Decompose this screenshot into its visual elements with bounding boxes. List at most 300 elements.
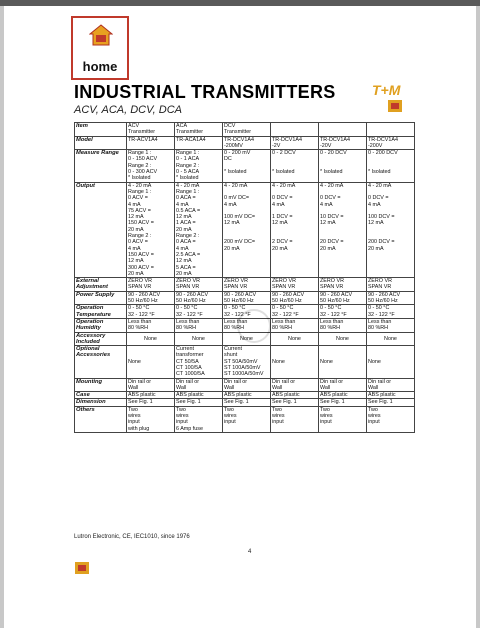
cell-line: SPAN VR [272, 284, 296, 291]
cell-line: 20 mA [128, 226, 144, 233]
cell-line: 150 ACV = [128, 251, 154, 258]
cell-line: 0 - 50 °C [272, 305, 294, 312]
cell-line: 0 - 5 ACA [176, 169, 200, 176]
cell-line: Range 1 : [128, 150, 152, 157]
cell-line: input [320, 419, 332, 426]
cell-line: wires [272, 413, 285, 420]
table-cell [271, 392, 319, 399]
cell-line: Less than [368, 318, 392, 325]
cell-line: ACA [176, 123, 188, 129]
cell-line: Range 1 : [176, 188, 200, 195]
cell-line: See Fig. 1 [272, 399, 297, 406]
row-label: Accessory Included [75, 332, 127, 346]
cell-line: 12 mA [224, 220, 240, 227]
cell-line: None [320, 358, 333, 365]
cell-line: 50 Hz/60 Hz [224, 298, 254, 305]
cell-line: Two [320, 406, 330, 413]
table-row [75, 346, 415, 378]
cell-line: 4 mA [368, 201, 381, 208]
footer-logo-icon [75, 562, 89, 574]
cell-line: ZERO VR [176, 278, 200, 285]
table-cell [223, 123, 271, 137]
cell-line: ST 50A/50mV [224, 358, 258, 365]
cell-line: ABS plastic [320, 392, 348, 399]
cell-line: See Fig. 1 [368, 399, 393, 406]
cell-line: ABS plastic [176, 392, 204, 399]
table-cell [319, 378, 367, 392]
cell-line: 90 - 260 ACV [176, 291, 209, 298]
table-cell [223, 278, 271, 292]
cell-line: 80 %RH [320, 325, 341, 332]
cell-line: 2 DCV = [272, 239, 293, 246]
cell-line: 32 - 122 °F [128, 311, 155, 318]
cell-line: 12 mA [320, 220, 336, 227]
cell-line: 4 mA [320, 201, 333, 208]
cell-line: 0 ACA = [176, 239, 196, 246]
document-page [4, 6, 476, 628]
cell-line: 4 - 20 mA [320, 182, 344, 189]
cell-line: CT 1000/5A [176, 371, 205, 378]
spec-table [74, 122, 415, 433]
cell-line: Din rail or [272, 378, 296, 385]
cell-line: * Isolated [368, 169, 391, 176]
cell-line: None [272, 358, 285, 365]
table-cell [127, 150, 175, 182]
cell-line: Range 2 : [128, 233, 152, 240]
brand-badge-icon [388, 100, 402, 112]
table-row [75, 150, 415, 182]
cell-line: 20 mA [224, 245, 240, 252]
table-cell [223, 150, 271, 182]
cell-line: Wall [272, 384, 283, 391]
cell-line: ZERO VR [224, 278, 248, 285]
cell-line: input [128, 419, 140, 426]
cell-line: Range 2 : [128, 162, 152, 169]
table-cell [175, 318, 223, 332]
cell-line: 20 mA [272, 245, 288, 252]
table-cell [127, 182, 175, 277]
cell-line: See Fig. 1 [176, 399, 201, 406]
cell-line: 100 DCV = [368, 214, 395, 221]
cell-line: Current [224, 346, 242, 353]
cell-line: 0 ACV = [128, 195, 148, 202]
cell-line: 0 DCV = [272, 195, 293, 202]
cell-line: 80 %RH [176, 325, 197, 332]
cell-line: 200 DCV = [368, 239, 395, 246]
table-cell [319, 318, 367, 332]
cell-line: Less than [272, 318, 296, 325]
cell-line: wires [368, 413, 381, 420]
cell-line: 0 ACV = [128, 239, 148, 246]
cell-line: 50 Hz/60 Hz [320, 298, 350, 305]
page-title: INDUSTRIAL TRANSMITTERS [74, 82, 336, 102]
cell-line: 90 - 260 ACV [128, 291, 161, 298]
cell-line: 20 mA [320, 245, 336, 252]
cell-line: Range 2 : [176, 162, 200, 169]
table-cell [223, 346, 271, 378]
table-cell [271, 291, 319, 305]
cell-line: 20 mA [128, 270, 144, 277]
cell-line: 80 %RH [272, 325, 293, 332]
cell-line: Transmitter [224, 129, 252, 136]
cell-line: 0 - 50 °C [320, 305, 342, 312]
cell-line: 0 - 1 ACA [176, 156, 200, 163]
cell-line: 80 %RH [368, 325, 389, 332]
table-row [75, 378, 415, 392]
cell-line: 0 DCV = [368, 195, 389, 202]
cell-line: 12 mA [128, 258, 144, 265]
cell-line: 12 mA [128, 214, 144, 221]
cell-line: input [272, 419, 284, 426]
cell-line: 20 mA [176, 226, 192, 233]
cell-line: 300 ACV = [128, 264, 154, 271]
cell-line: 20 mA [368, 245, 384, 252]
cell-line: 0 - 50 °C [128, 305, 150, 312]
table-cell [271, 182, 319, 277]
table-cell [367, 392, 415, 399]
cell-line: ABS plastic [224, 392, 252, 399]
table-cell [367, 136, 415, 150]
cell-line: Wall [128, 384, 139, 391]
cell-line: None [368, 358, 381, 365]
cell-line: 12 mA [272, 220, 288, 227]
table-cell [271, 346, 319, 378]
table-cell [223, 392, 271, 399]
table-cell [367, 332, 415, 346]
cell-line: Din rail or [176, 378, 200, 385]
table-cell [319, 123, 367, 137]
cell-line: Two [368, 406, 378, 413]
cell-line: 12 mA [368, 220, 384, 227]
table-cell [175, 332, 223, 346]
cell-line: Range 1 : [128, 188, 152, 195]
cell-line: 90 - 260 ACV [272, 291, 305, 298]
cell-line: 90 - 260 ACV [368, 291, 401, 298]
cell-line: 32 - 122 °F [368, 311, 395, 318]
table-cell [367, 318, 415, 332]
table-row [75, 406, 415, 432]
table-cell [223, 291, 271, 305]
cell-line: None [240, 335, 253, 342]
cell-line: 32 - 122 °F [176, 311, 203, 318]
cell-line: 80 %RH [128, 325, 149, 332]
table-cell [175, 378, 223, 392]
table-row [75, 123, 415, 137]
table-cell [127, 399, 175, 406]
cell-line: ZERO VR [320, 278, 344, 285]
cell-line: Range 2 : [176, 233, 200, 240]
cell-line: 80 %RH [224, 325, 245, 332]
cell-line: 4 - 20 mA [272, 182, 296, 189]
table-cell [367, 291, 415, 305]
cell-line: See Fig. 1 [128, 399, 153, 406]
cell-line: SPAN VR [368, 284, 392, 291]
cell-line: -2V [272, 142, 281, 149]
cell-line: Less than [320, 318, 344, 325]
table-cell [367, 399, 415, 406]
cell-line: 200 mV DC= [224, 239, 256, 246]
table-cell [271, 123, 319, 137]
cell-line: TR-ACV1A4 [128, 136, 158, 143]
cell-line: 90 - 260 ACV [224, 291, 257, 298]
cell-line: -200V [368, 142, 383, 149]
cell-line: None [384, 335, 397, 342]
table-cell [127, 392, 175, 399]
cell-line: Less than [128, 318, 152, 325]
table-cell [367, 123, 415, 137]
table-cell [271, 399, 319, 406]
cell-line: Two [272, 406, 282, 413]
cell-line: 32 - 122 °F [224, 311, 251, 318]
cell-line: 32 - 122 °F [320, 311, 347, 318]
table-cell [319, 291, 367, 305]
table-cell [367, 346, 415, 378]
table-cell [175, 305, 223, 319]
cell-line: input [368, 419, 380, 426]
cell-line: TR-DCV1A4 [320, 136, 350, 143]
cell-line: Transmitter [128, 129, 156, 136]
cell-line: 150 ACV = [128, 220, 154, 227]
table-cell [319, 332, 367, 346]
cell-line: ABS plastic [272, 392, 300, 399]
table-cell [271, 136, 319, 150]
row-label: Power Supply [75, 291, 127, 305]
cell-line: * Isolated [128, 175, 151, 182]
cell-line: 0 - 200 mV [224, 150, 251, 157]
cell-line: 0 - 300 ACV [128, 169, 158, 176]
table-cell [127, 332, 175, 346]
table-row [75, 278, 415, 292]
cell-line: wires [128, 413, 141, 420]
cell-line: SPAN VR [176, 284, 200, 291]
cell-line: Range 1 : [176, 150, 200, 157]
table-cell [175, 406, 223, 432]
cell-line: 2.5 ACA = [176, 251, 201, 258]
cell-line: TR-DCV1A4 [224, 136, 254, 143]
cell-line: SPAN VR [320, 284, 344, 291]
row-label: Case [75, 392, 127, 399]
table-row [75, 392, 415, 399]
cell-line: wires [224, 413, 237, 420]
row-label: Others [75, 406, 127, 432]
cell-line: 0 - 200 DCV [368, 150, 398, 157]
table-cell [271, 406, 319, 432]
table-cell [127, 136, 175, 150]
page-subtitle: ACV, ACA, DCV, DCA [74, 104, 182, 116]
home-label: home [82, 59, 118, 74]
table-cell [367, 305, 415, 319]
cell-line: CT 50/5A [176, 358, 199, 365]
table-cell [127, 346, 175, 378]
table-cell [127, 123, 175, 137]
cell-line: 75 ACV = [128, 207, 151, 214]
cell-line: Two [176, 406, 186, 413]
row-label: Operation Humidity [75, 318, 127, 332]
cell-line: input [176, 419, 188, 426]
cell-line: Wall [224, 384, 235, 391]
table-cell [175, 392, 223, 399]
cell-line: input [224, 419, 236, 426]
cell-line: See Fig. 1 [224, 399, 249, 406]
cell-line: 50 Hz/60 Hz [368, 298, 398, 305]
cell-line: ABS plastic [368, 392, 396, 399]
cell-line: ST 100A/50mV [224, 364, 261, 371]
table-cell [175, 399, 223, 406]
cell-line: Din rail or [224, 378, 248, 385]
cell-line: Wall [176, 384, 187, 391]
cell-line: Less than [176, 318, 200, 325]
cell-line: 0 - 20 DCV [320, 150, 347, 157]
table-cell [319, 136, 367, 150]
table-row [75, 291, 415, 305]
cell-line: 4 - 20 mA [224, 182, 248, 189]
table-cell [319, 406, 367, 432]
brand-logo: T+M [372, 82, 401, 98]
cell-line: 1 ACA = [176, 220, 196, 227]
cell-line: 6 Amp fuse [176, 425, 203, 432]
cell-line: ABS plastic [128, 392, 156, 399]
cell-line: Wall [320, 384, 331, 391]
cell-line: 4 mA [128, 245, 141, 252]
cell-line: * Isolated [176, 175, 199, 182]
cell-line: Din rail or [320, 378, 344, 385]
cell-line: TR-DCV1A4 [272, 136, 302, 143]
cell-line: 12 mA [176, 258, 192, 265]
cell-line: 100 mV DC= [224, 214, 256, 221]
table-cell [271, 150, 319, 182]
row-label: Output [75, 182, 127, 277]
table-cell [319, 150, 367, 182]
cell-line: 0 - 50 °C [176, 305, 198, 312]
row-label: Mounting [75, 378, 127, 392]
table-cell [223, 182, 271, 277]
row-label: Model [75, 136, 127, 150]
table-cell [271, 278, 319, 292]
cell-line: -200MV [224, 142, 243, 149]
table-cell [367, 406, 415, 432]
cell-line: See Fig. 1 [320, 399, 345, 406]
cell-line: Din rail or [128, 378, 152, 385]
cell-line: 0 - 50 °C [368, 305, 390, 312]
table-cell [175, 346, 223, 378]
table-cell [319, 182, 367, 277]
cell-line: ST 1000A/50mV [224, 371, 264, 378]
cell-line: * Isolated [224, 169, 247, 176]
cell-line: transformer [176, 352, 204, 359]
cell-line: 4 - 20 mA [176, 182, 200, 189]
cell-line: 0 mV DC= [224, 195, 250, 202]
row-label: Measure Range [75, 150, 127, 182]
table-cell [223, 378, 271, 392]
row-label: External Adjustment [75, 278, 127, 292]
cell-line: 0 - 150 ACV [128, 156, 158, 163]
row-label: Dimension [75, 399, 127, 406]
row-label: Optional Accessories [75, 346, 127, 378]
cell-line: CT 100/5A [176, 364, 202, 371]
cell-line: Wall [368, 384, 379, 391]
cell-line: 50 Hz/60 Hz [128, 298, 158, 305]
cell-line: 4 mA [224, 201, 237, 208]
cell-line: with plug [128, 425, 150, 432]
table-cell [367, 150, 415, 182]
cell-line: SPAN VR [224, 284, 248, 291]
cell-line: 0 DCV = [320, 195, 341, 202]
cell-line: 0.5 ACA = [176, 207, 201, 214]
cell-line: None [336, 335, 349, 342]
table-cell [319, 278, 367, 292]
cell-line: Two [224, 406, 234, 413]
table-cell [223, 406, 271, 432]
table-cell [319, 305, 367, 319]
cell-line: 5 ACA = [176, 264, 196, 271]
home-logo[interactable] [71, 16, 129, 80]
cell-line: 4 - 20 mA [368, 182, 392, 189]
table-cell [271, 378, 319, 392]
cell-line: Less than [224, 318, 248, 325]
table-cell [127, 278, 175, 292]
table-row [75, 182, 415, 277]
cell-line: 1 DCV = [272, 214, 293, 221]
table-cell [175, 136, 223, 150]
table-cell [367, 182, 415, 277]
table-cell [175, 182, 223, 277]
cell-line: Transmitter [176, 129, 204, 136]
table-cell [367, 278, 415, 292]
table-cell [319, 346, 367, 378]
cell-line: 0 - 2 DCV [272, 150, 296, 157]
cell-line: DCV [224, 123, 236, 129]
table-cell [175, 278, 223, 292]
cell-line: * Isolated [272, 169, 295, 176]
cell-line: 50 Hz/60 Hz [272, 298, 302, 305]
table-cell [127, 318, 175, 332]
cell-line: wires [176, 413, 189, 420]
cell-line: DC [224, 156, 232, 163]
table-row [75, 136, 415, 150]
footer-text: Lutron Electronic, CE, IEC1010, since 1976 [74, 534, 190, 540]
row-label: Item [75, 123, 127, 137]
cell-line: SPAN VR [128, 284, 152, 291]
cell-line: 4 mA [272, 201, 285, 208]
cell-line: 32 - 122 °F [272, 311, 299, 318]
table-cell [223, 136, 271, 150]
row-label: Operation Temperature [75, 305, 127, 319]
cell-line: 10 DCV = [320, 214, 344, 221]
cell-line: TR-DCV1A4 [368, 136, 398, 143]
page-number: 4 [248, 549, 252, 555]
cell-line: 4 - 20 mA [128, 182, 152, 189]
cell-line: 20 DCV = [320, 239, 344, 246]
cell-line: None [192, 335, 205, 342]
cell-line: shunt [224, 352, 238, 359]
cell-line: 50 Hz/60 Hz [176, 298, 206, 305]
table-cell [319, 399, 367, 406]
table-cell [175, 123, 223, 137]
cell-line: Din rail or [368, 378, 392, 385]
cell-line: ZERO VR [368, 278, 392, 285]
house-icon [89, 24, 113, 46]
cell-line: 20 mA [176, 270, 192, 277]
table-cell [367, 378, 415, 392]
table-cell [127, 406, 175, 432]
cell-line: wires [320, 413, 333, 420]
cell-line: Two [128, 406, 138, 413]
table-cell [175, 150, 223, 182]
cell-line: None [144, 335, 157, 342]
cell-line: Current [176, 346, 194, 353]
watermark-icon [224, 306, 284, 346]
table-cell [319, 392, 367, 399]
